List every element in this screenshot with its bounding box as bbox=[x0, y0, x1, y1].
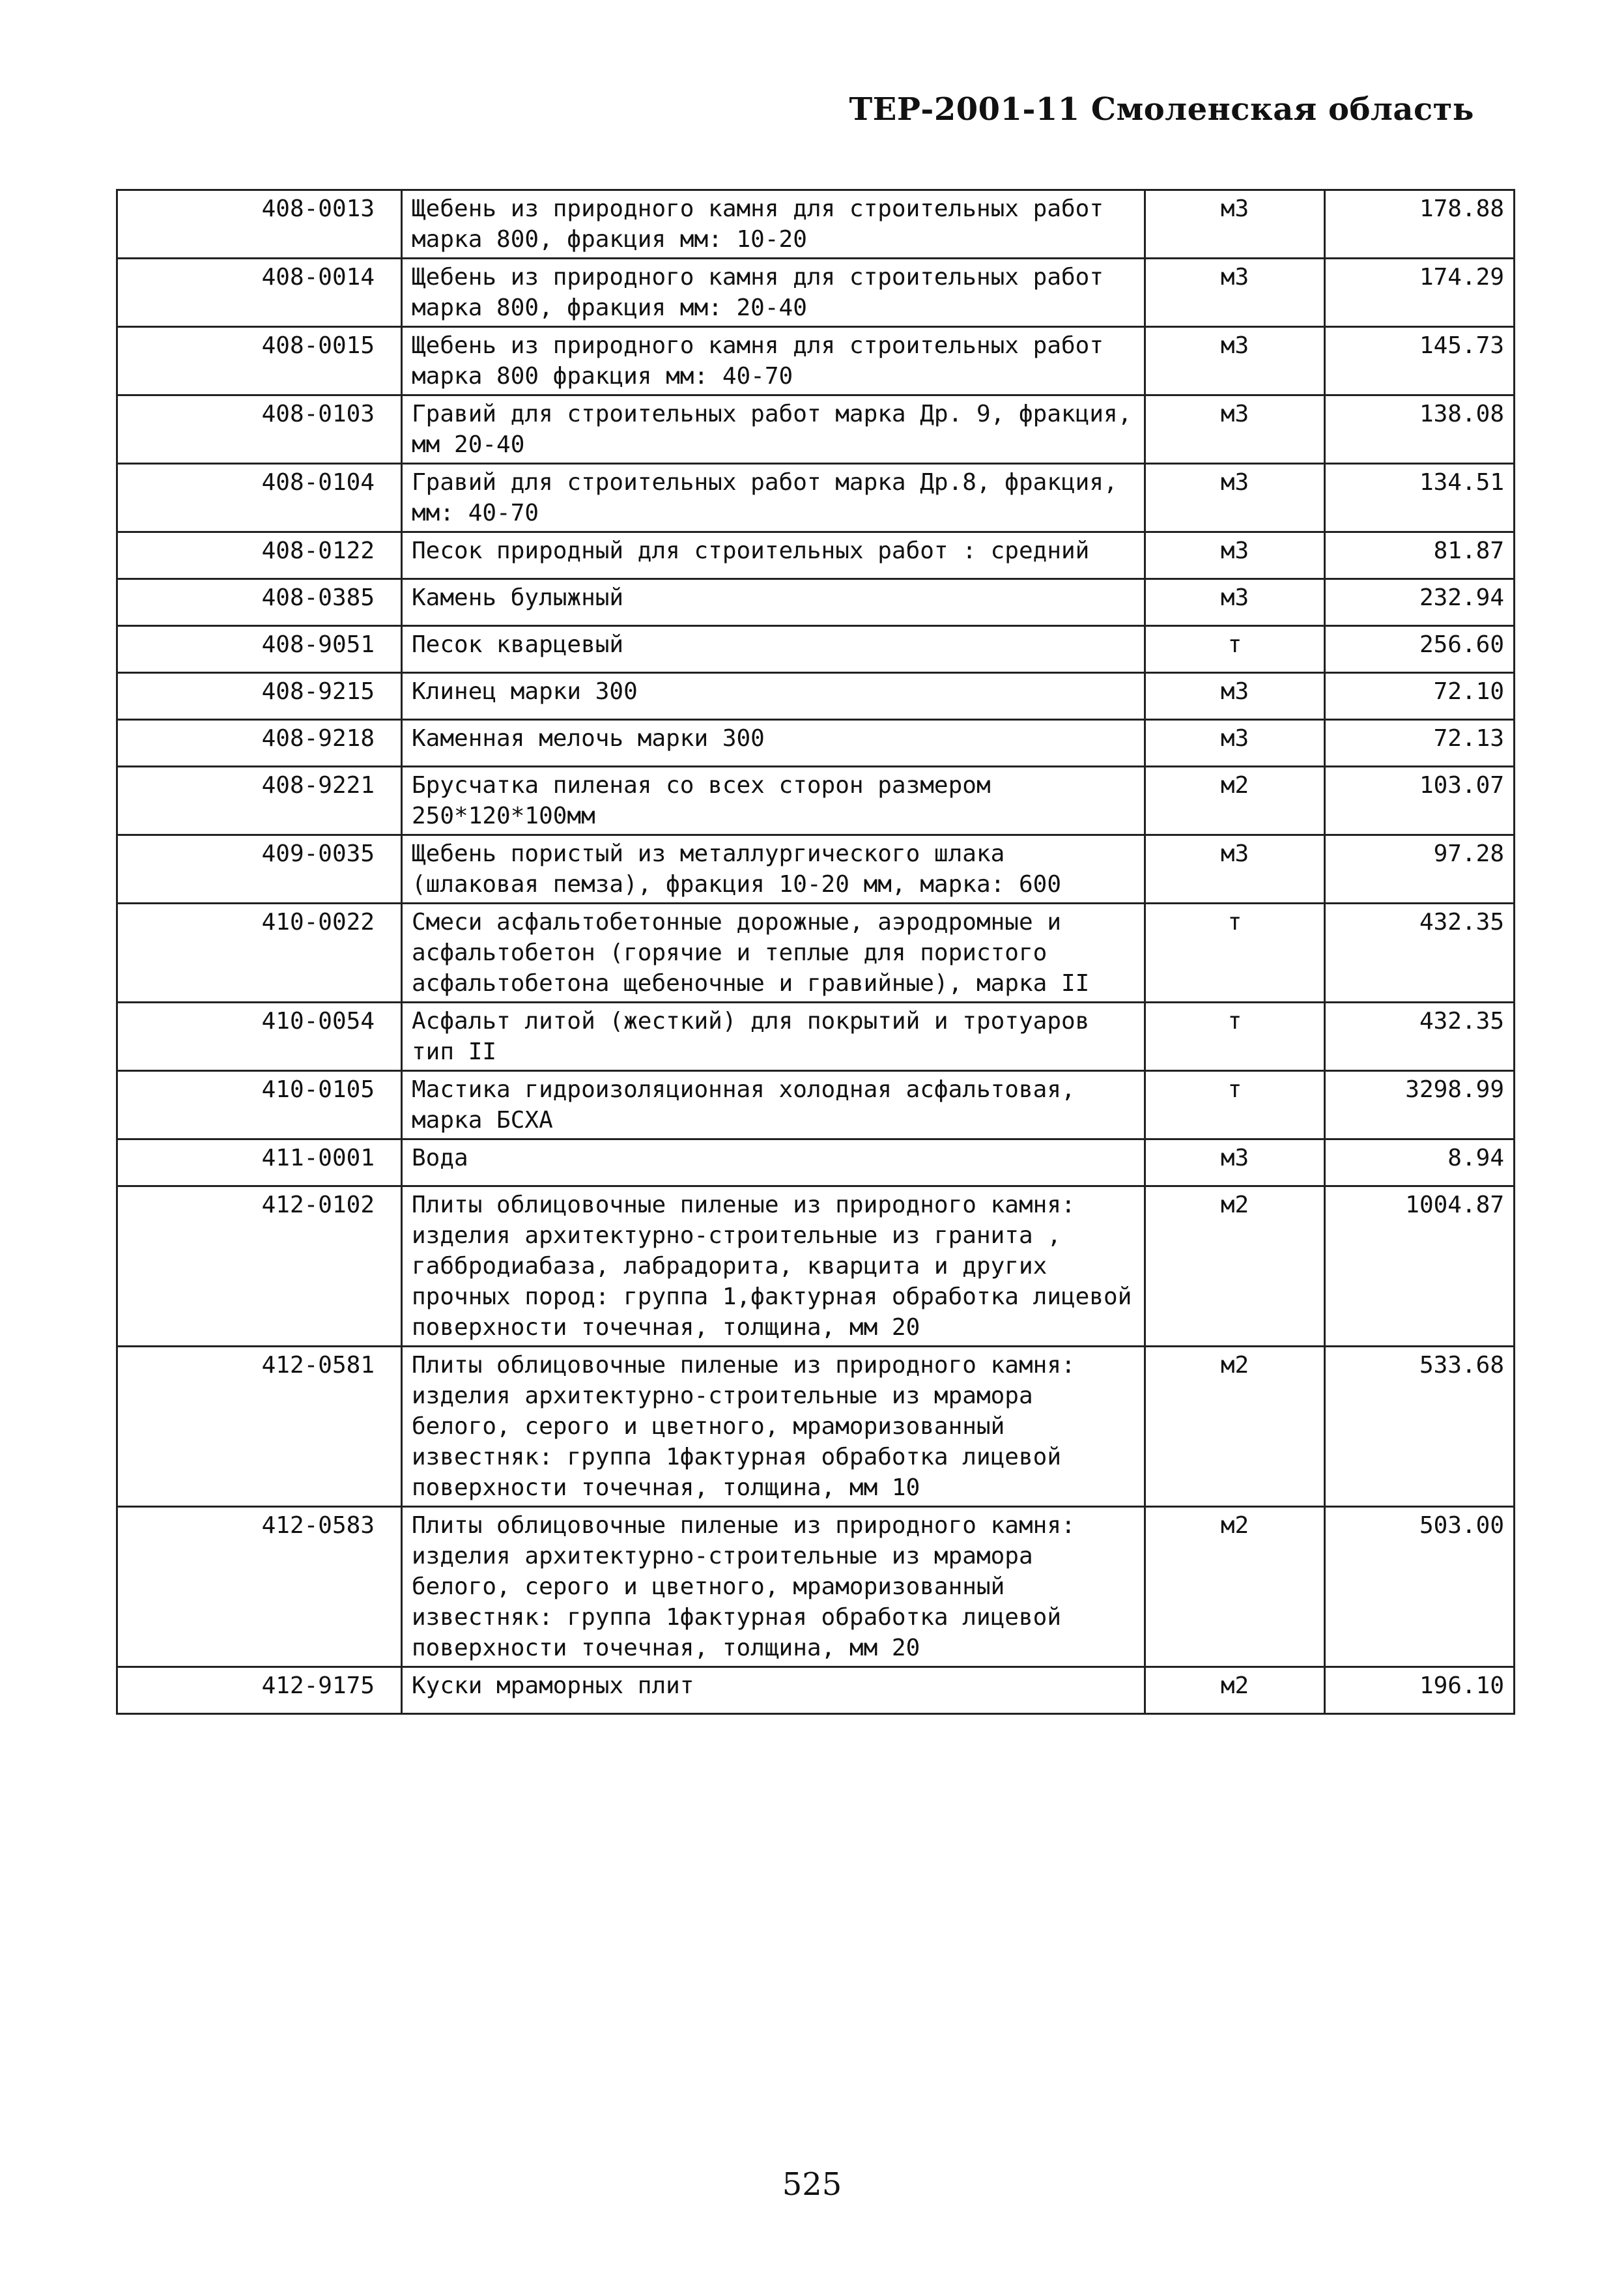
resource-code: 408-9221 bbox=[117, 767, 402, 835]
resource-name: Гравий для строительных работ марка Др.8, фракция, мм: 40-70 bbox=[402, 464, 1145, 532]
resource-code: 409-0035 bbox=[117, 835, 402, 904]
table-row bbox=[117, 720, 1515, 767]
unit-of-measure: м3 bbox=[1145, 1139, 1325, 1186]
table-row bbox=[117, 259, 1515, 327]
unit-price: 81.87 bbox=[1325, 532, 1515, 579]
price-table-body bbox=[117, 190, 1515, 1714]
resource-code: 408-0385 bbox=[117, 579, 402, 626]
resource-code: 408-0103 bbox=[117, 395, 402, 464]
unit-of-measure: м3 bbox=[1145, 835, 1325, 904]
unit-price: 178.88 bbox=[1325, 190, 1515, 259]
unit-price: 432.35 bbox=[1325, 1003, 1515, 1071]
unit-of-measure: т bbox=[1145, 626, 1325, 673]
resource-code: 412-9175 bbox=[117, 1667, 402, 1714]
resource-name: Клинец марки 300 bbox=[402, 673, 1145, 720]
table-row bbox=[117, 767, 1515, 835]
unit-of-measure: м3 bbox=[1145, 579, 1325, 626]
unit-price: 134.51 bbox=[1325, 464, 1515, 532]
resource-name: Щебень из природного камня для строительных работ марка 800 фракция мм: 40-70 bbox=[402, 327, 1145, 395]
table-row bbox=[117, 327, 1515, 395]
page-header-title: ТЕР-2001-11 Смоленская область bbox=[849, 91, 1474, 128]
unit-of-measure: м2 bbox=[1145, 1347, 1325, 1507]
resource-name: Плиты облицовочные пиленые из природного камня: изделия архитектурно-строительные из мрамора белого, серого и цветного, мраморизованный известняк: группа 1фактурная обработка лицевой поверхности точечная, толщина, мм 20 bbox=[402, 1507, 1145, 1667]
unit-price: 196.10 bbox=[1325, 1667, 1515, 1714]
resource-code: 411-0001 bbox=[117, 1139, 402, 1186]
resource-code: 410-0105 bbox=[117, 1071, 402, 1139]
resource-code: 408-0122 bbox=[117, 532, 402, 579]
resource-name: Вода bbox=[402, 1139, 1145, 1186]
resource-code: 408-0104 bbox=[117, 464, 402, 532]
unit-of-measure: м3 bbox=[1145, 190, 1325, 259]
unit-price: 1004.87 bbox=[1325, 1186, 1515, 1347]
unit-price: 103.07 bbox=[1325, 767, 1515, 835]
resource-name: Куски мраморных плит bbox=[402, 1667, 1145, 1714]
unit-price: 138.08 bbox=[1325, 395, 1515, 464]
table-row bbox=[117, 579, 1515, 626]
table-row bbox=[117, 1347, 1515, 1507]
resource-code: 412-0583 bbox=[117, 1507, 402, 1667]
resource-name: Камень булыжный bbox=[402, 579, 1145, 626]
resource-code: 408-9051 bbox=[117, 626, 402, 673]
unit-of-measure: м3 bbox=[1145, 327, 1325, 395]
table-row bbox=[117, 1071, 1515, 1139]
unit-price: 533.68 bbox=[1325, 1347, 1515, 1507]
resource-code: 410-0022 bbox=[117, 904, 402, 1003]
resource-code: 408-0013 bbox=[117, 190, 402, 259]
unit-price: 97.28 bbox=[1325, 835, 1515, 904]
resource-name: Асфальт литой (жесткий) для покрытий и тротуаров тип II bbox=[402, 1003, 1145, 1071]
resource-name: Каменная мелочь марки 300 bbox=[402, 720, 1145, 767]
unit-of-measure: м2 bbox=[1145, 1507, 1325, 1667]
unit-of-measure: м3 bbox=[1145, 532, 1325, 579]
resource-code: 408-9218 bbox=[117, 720, 402, 767]
resource-name: Плиты облицовочные пиленые из природного камня: изделия архитектурно-строительные из гранита , габбродиабаза, лабрадорита, кварцита и других прочных пород: группа 1,фактурная обработка лицевой поверхности точечная, толщина, мм 20 bbox=[402, 1186, 1145, 1347]
unit-price: 145.73 bbox=[1325, 327, 1515, 395]
unit-of-measure: м3 bbox=[1145, 259, 1325, 327]
unit-of-measure: м3 bbox=[1145, 673, 1325, 720]
unit-of-measure: м2 bbox=[1145, 1186, 1325, 1347]
table-row bbox=[117, 673, 1515, 720]
table-row bbox=[117, 1507, 1515, 1667]
table-row bbox=[117, 835, 1515, 904]
resource-code: 408-9215 bbox=[117, 673, 402, 720]
unit-of-measure: м3 bbox=[1145, 720, 1325, 767]
table-row bbox=[117, 1186, 1515, 1347]
table-row bbox=[117, 1667, 1515, 1714]
table-row bbox=[117, 190, 1515, 259]
resource-code: 408-0014 bbox=[117, 259, 402, 327]
unit-price: 72.10 bbox=[1325, 673, 1515, 720]
table-row bbox=[117, 1139, 1515, 1186]
resource-code: 410-0054 bbox=[117, 1003, 402, 1071]
unit-of-measure: т bbox=[1145, 904, 1325, 1003]
unit-of-measure: м2 bbox=[1145, 767, 1325, 835]
resource-name: Смеси асфальтобетонные дорожные, аэродромные и асфальтобетон (горячие и теплые для пористого асфальтобетона щебеночные и гравийные), марка II bbox=[402, 904, 1145, 1003]
table-row bbox=[117, 464, 1515, 532]
table-row bbox=[117, 626, 1515, 673]
table-row bbox=[117, 395, 1515, 464]
resource-name: Гравий для строительных работ марка Др. 9, фракция, мм 20-40 bbox=[402, 395, 1145, 464]
resource-name: Щебень из природного камня для строительных работ марка 800, фракция мм: 10-20 bbox=[402, 190, 1145, 259]
resource-name: Плиты облицовочные пиленые из природного камня: изделия архитектурно-строительные из мрамора белого, серого и цветного, мраморизованный известняк: группа 1фактурная обработка лицевой поверхности точечная, толщина, мм 10 bbox=[402, 1347, 1145, 1507]
resource-name: Песок кварцевый bbox=[402, 626, 1145, 673]
unit-price: 232.94 bbox=[1325, 579, 1515, 626]
table-row bbox=[117, 532, 1515, 579]
price-table bbox=[116, 189, 1515, 1715]
resource-code: 412-0581 bbox=[117, 1347, 402, 1507]
table-row bbox=[117, 904, 1515, 1003]
unit-price: 8.94 bbox=[1325, 1139, 1515, 1186]
unit-price: 256.60 bbox=[1325, 626, 1515, 673]
unit-price: 174.29 bbox=[1325, 259, 1515, 327]
unit-of-measure: м3 bbox=[1145, 395, 1325, 464]
resource-name: Щебень из природного камня для строительных работ марка 800, фракция мм: 20-40 bbox=[402, 259, 1145, 327]
table-row bbox=[117, 1003, 1515, 1071]
unit-of-measure: м2 bbox=[1145, 1667, 1325, 1714]
unit-of-measure: м3 bbox=[1145, 464, 1325, 532]
unit-price: 72.13 bbox=[1325, 720, 1515, 767]
unit-price: 503.00 bbox=[1325, 1507, 1515, 1667]
resource-name: Мастика гидроизоляционная холодная асфальтовая, марка БСХА bbox=[402, 1071, 1145, 1139]
unit-of-measure: т bbox=[1145, 1071, 1325, 1139]
resource-code: 412-0102 bbox=[117, 1186, 402, 1347]
page-number: 525 bbox=[782, 2166, 842, 2203]
resource-code: 408-0015 bbox=[117, 327, 402, 395]
resource-name: Брусчатка пиленая со всех сторон размером 250*120*100мм bbox=[402, 767, 1145, 835]
resource-name: Щебень пористый из металлургического шлака (шлаковая пемза), фракция 10-20 мм, марка: 600 bbox=[402, 835, 1145, 904]
unit-of-measure: т bbox=[1145, 1003, 1325, 1071]
resource-name: Песок природный для строительных работ : средний bbox=[402, 532, 1145, 579]
unit-price: 432.35 bbox=[1325, 904, 1515, 1003]
unit-price: 3298.99 bbox=[1325, 1071, 1515, 1139]
